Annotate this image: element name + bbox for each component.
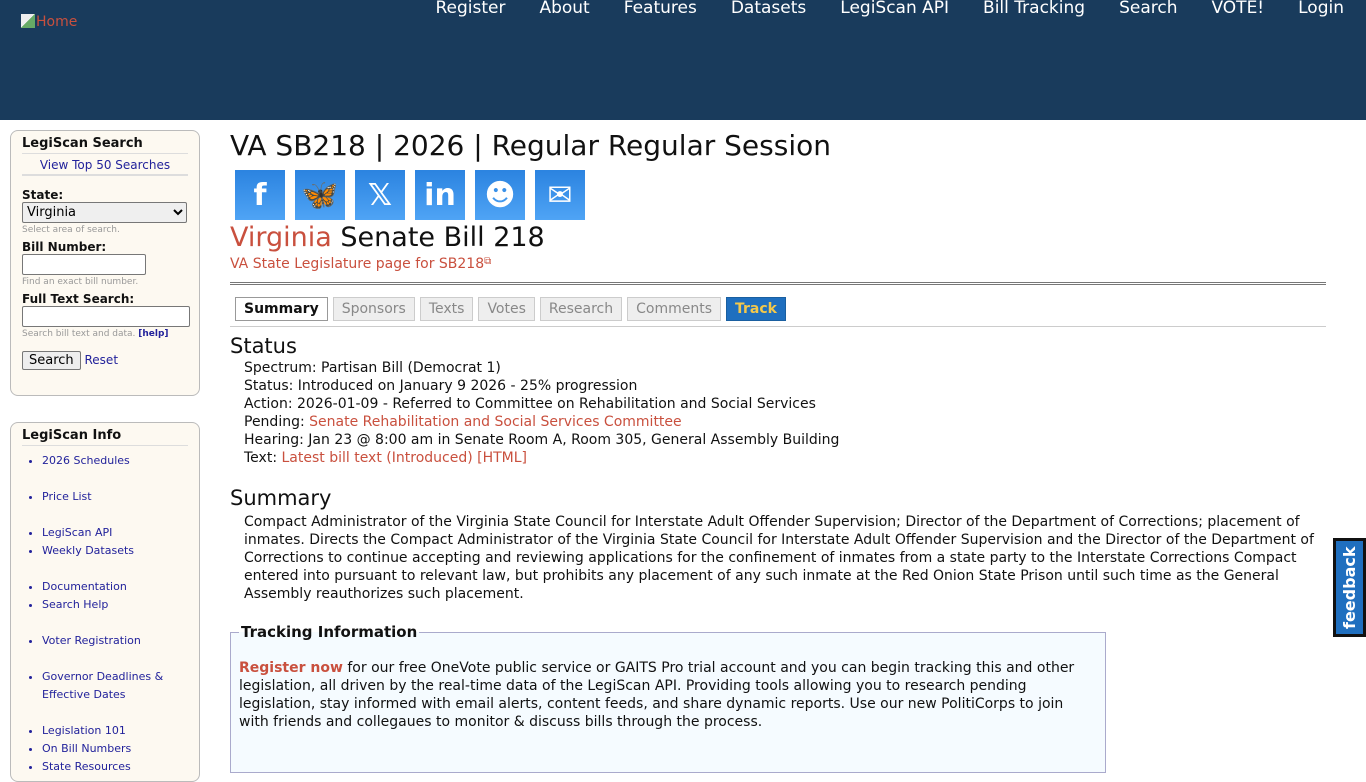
main-nav xyxy=(401,0,1344,18)
reddit-share-icon[interactable]: ☻ xyxy=(475,170,525,220)
home-logo-link[interactable]: Home xyxy=(21,14,77,30)
state-hint: Select area of search. xyxy=(22,225,120,235)
facebook-share-icon[interactable]: f xyxy=(235,170,285,220)
linkedin-share-icon[interactable]: in xyxy=(415,170,465,220)
info-link[interactable]: • Weekly Datasets xyxy=(42,542,188,560)
spectrum: Spectrum: Partisan Bill (Democrat 1) xyxy=(244,360,501,376)
tab-track[interactable]: Track xyxy=(726,297,786,321)
bill-heading xyxy=(230,222,1326,254)
state-label: State: xyxy=(22,188,64,202)
state-legislature-link[interactable]: VA State Legislature page for SB218 xyxy=(230,256,485,272)
main-content xyxy=(230,128,1326,773)
info-link[interactable]: • 2026 Schedules xyxy=(42,452,188,470)
page-title: VA SB218 | 2026 | Regular Regular Session xyxy=(230,129,831,162)
bill-number-label: Bill Number: xyxy=(22,240,107,254)
nav-features[interactable]: Features xyxy=(623,0,697,18)
search-box-title: LegiScan Search xyxy=(22,135,188,154)
bill-name: Senate Bill 218 xyxy=(340,222,545,253)
email-share-icon[interactable]: ✉ xyxy=(535,170,585,220)
summary-heading: Summary xyxy=(230,486,332,510)
status-line: Status: Introduced on January 9 2026 - 25% progression xyxy=(244,378,638,394)
tab-sponsors[interactable]: Sponsors xyxy=(333,297,415,321)
info-link[interactable]: • State Resources xyxy=(42,758,188,776)
info-link[interactable]: • Legislation 101 xyxy=(42,722,188,740)
tab-summary[interactable]: Summary xyxy=(235,297,328,321)
full-text-label: Full Text Search: xyxy=(22,292,135,306)
full-text-input[interactable] xyxy=(22,306,190,327)
pending-label: Pending: xyxy=(244,414,310,430)
info-link[interactable]: • Governor Deadlines & Effective Dates xyxy=(42,668,188,704)
status-heading: Status xyxy=(230,334,297,358)
nav-register[interactable]: Register xyxy=(435,0,506,18)
tab-comments[interactable]: Comments xyxy=(627,297,721,321)
action-line: Action: 2026-01-09 - Referred to Committee on Rehabilitation and Social Services xyxy=(244,396,816,412)
state-link[interactable]: Virginia xyxy=(230,222,332,253)
bill-tabs xyxy=(230,297,1326,327)
info-link[interactable]: • LegiScan API xyxy=(42,524,188,542)
register-now-link[interactable]: Register now xyxy=(239,660,343,676)
info-link[interactable]: • Price List xyxy=(42,488,188,506)
summary-text: Compact Administrator of the Virginia State Council for Interstate Adult Offender Supervision; Director of the Department of Corrections; placement of inmates. Directs the Compact Administrator of the Virginia State Council for Interstate Adult Offender Supervision and the Director of the Department of Corrections to continue accepting and reviewing applications for the confinement of inmates from a state party to the Interstate Corrections Compact entered into pursuant to relevant law, but prohibits any placement of any such inmate at the Red Onion State Prison until such time as the General Assembly reauthorizes such placement. xyxy=(244,514,1314,602)
share-bar xyxy=(235,170,1326,220)
x-share-icon[interactable]: 𝕏 xyxy=(355,170,405,220)
bill-number-hint: Find an exact bill number. xyxy=(22,277,139,287)
info-box xyxy=(10,422,200,782)
search-button[interactable]: Search xyxy=(22,351,81,370)
status-details xyxy=(230,359,1326,467)
nav-vote[interactable]: VOTE! xyxy=(1211,0,1265,18)
search-box xyxy=(10,130,200,396)
tracking-info xyxy=(230,623,1106,773)
bluesky-share-icon[interactable]: 🦋 xyxy=(295,170,345,220)
bill-text-link[interactable]: Latest bill text (Introduced) [HTML] xyxy=(281,450,528,466)
nav-datasets[interactable]: Datasets xyxy=(730,0,807,18)
top-50-searches-link[interactable]: View Top 50 Searches xyxy=(39,158,171,172)
info-link[interactable]: • Search Help xyxy=(42,596,188,614)
reset-link[interactable]: Reset xyxy=(84,353,119,367)
committee-link[interactable]: Senate Rehabilitation and Social Services Committee xyxy=(309,414,682,430)
tracking-legend: Tracking Information xyxy=(241,623,418,641)
full-text-hint: Search bill text and data. xyxy=(22,329,136,339)
external-link-icon: ⧉ xyxy=(484,256,492,267)
info-link[interactable]: • On Bill Numbers xyxy=(42,740,188,758)
tracking-text: for our free OneVote public service or GAITS Pro trial account and you can begin tracking this and other legislation, all driven by the real-time data of the LegiScan API. Providing tools allowing you to research pending legislation, stay informed with email alerts, content feeds, and share dynamic reports. Use our new PolitiCorps to join with friends and collegaues to monitor & discuss bills through the process. xyxy=(239,660,1075,730)
tab-research[interactable]: Research xyxy=(540,297,622,321)
hearing-line: Hearing: Jan 23 @ 8:00 am in Senate Room A, Room 305, General Assembly Building xyxy=(244,432,840,448)
feedback-button[interactable]: feedback xyxy=(1333,538,1366,637)
info-link[interactable]: • Voter Registration xyxy=(42,632,188,650)
nav-login[interactable]: Login xyxy=(1298,0,1344,18)
bill-number-input[interactable] xyxy=(22,254,146,275)
info-box-title: LegiScan Info xyxy=(22,427,188,446)
nav-bill-tracking[interactable]: Bill Tracking xyxy=(983,0,1086,18)
site-header xyxy=(0,0,1366,120)
info-link[interactable]: • Documentation xyxy=(42,578,188,596)
tab-texts[interactable]: Texts xyxy=(420,297,474,321)
nav-search[interactable]: Search xyxy=(1119,0,1178,18)
help-link[interactable]: [help] xyxy=(138,329,169,339)
nav-about[interactable]: About xyxy=(539,0,590,18)
tab-votes[interactable]: Votes xyxy=(478,297,534,321)
nav-api[interactable]: LegiScan API xyxy=(840,0,950,18)
state-select[interactable] xyxy=(22,202,187,223)
divider xyxy=(230,282,1326,285)
text-label: Text: xyxy=(244,450,282,466)
